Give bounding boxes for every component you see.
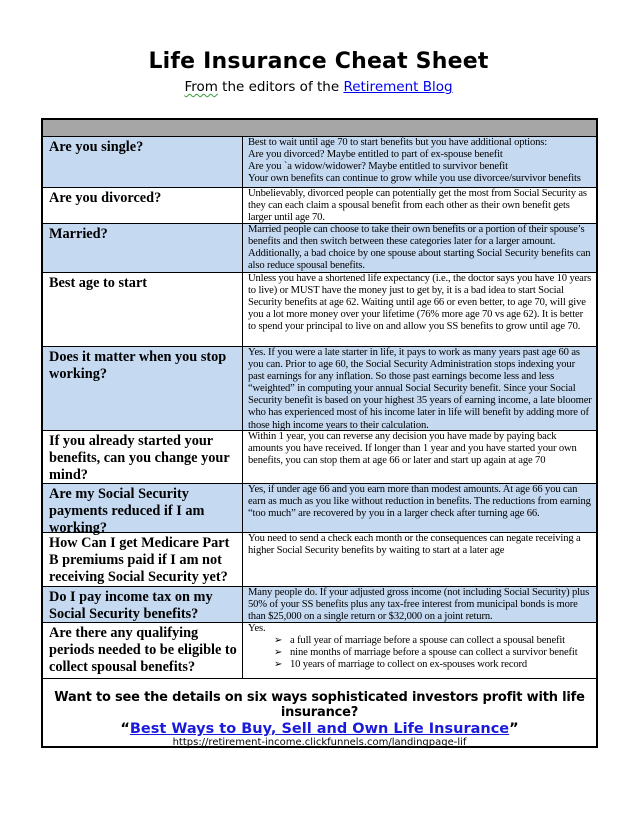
question-cell: Are you single? [43, 137, 243, 187]
answer-cell [243, 623, 596, 678]
table-header-band [43, 120, 596, 137]
answer-cell: You need to send a check each month or the consequences can negate receiving a higher Social Security benefits by waiting to start at a later age [248, 533, 581, 557]
promo-footer [43, 679, 596, 746]
promo-link-line [43, 721, 596, 737]
question-cell: Are you divorced? [43, 188, 243, 223]
table-row-single [43, 137, 596, 188]
qualifying-periods-list [248, 635, 593, 671]
close-quote: ” [509, 721, 519, 737]
retirement-blog-link[interactable]: Retirement Blog [343, 79, 453, 95]
answer-cell: Unbelievably, divorced people can potentially get the most from Social Security as they can each claim a spousal benefit from each other as their own benefit gets larger until age 70. [248, 188, 587, 224]
answer-cell: Within 1 year, you can reverse any decision you have made by paying back amounts you have received. If longer than 1 year and you have started your own benefits, you can stop them at age 66 or later and start up again at age 70 [248, 431, 577, 467]
arrow-bullet-icon: ➢ [274, 635, 283, 647]
table-row-payments-reduced [43, 484, 596, 536]
question-cell: If you already started your benefits, can you change your mind? [43, 431, 243, 483]
open-quote: “ [120, 721, 130, 737]
answer-line: Are you `a widow/widower? Maybe entitled to survivor benefit [248, 161, 508, 173]
promo-text: Want to see the details on six ways sophisticated investors profit with life insurance? [54, 690, 585, 720]
question-cell: Are there any qualifying periods needed to be eligible to collect spousal benefits? [43, 623, 243, 678]
answer-cell: Unless you have a shortened life expectancy (i.e., the doctor says you have 10 years to live) or MUST have the money just to get by, it is a bad idea to start Social Security benefits at age 62. Waiting until age 66 or even better, to age 70, will give you a lot more money over your lifetime (76% more age 70 vs age 62). It is better to spend your principal to live on and allow you SS benefits to grow until age 70. [248, 273, 592, 333]
answer-line: Best to wait until age 70 to start benefits but you have additional options: [248, 137, 548, 148]
question-cell: Does it matter when you stop working? [43, 347, 243, 430]
subtitle [0, 79, 637, 95]
answer-cell: Yes, if under age 66 and you earn more than modest amounts. At age 66 you can earn as much as you like without reduction in benefits. The reductions from earning “too much” are recovered by you in a larger check after turning age 66. [248, 484, 591, 520]
table-row-change-mind [43, 431, 596, 484]
list-item: ➢ a full year of marriage before a spouse can collect a spousal benefit [274, 635, 565, 647]
answer-cell: Yes. If you were a late starter in life, it pays to work as many years past age 60 as you can. Prior to age 60, the Social Security Administration stops indexing your past earnings for any inflation. So those past earnings become less and less “weighted” in computing your annual Social Security benefit. Since your Social Security benefit is based on your highest 35 years of earning income, a late bloomer who has experienced most of his income later in life will benefit by adding more of those high income years to their calculation. [248, 347, 592, 431]
arrow-bullet-icon: ➢ [274, 659, 283, 671]
best-ways-link[interactable]: Best Ways to Buy, Sell and Own Life Insurance [129, 721, 510, 737]
question-cell: Are my Social Security payments reduced if I am working? [43, 484, 243, 532]
cheat-sheet-table [41, 118, 598, 748]
answer-line: Your own benefits can continue to grow while you use divorcee/survivor benefits [248, 173, 581, 185]
question-cell: Do I pay income tax on my Social Security benefits? [43, 587, 243, 622]
subtitle-prefix: From [184, 79, 218, 95]
table-row-best-age [43, 273, 596, 347]
answer-cell: Married people can choose to take their own benefits or a portion of their spouse’s benefits and then switch between these categories later for a larger amount. Additionally, a bad choice by one spouse about starting Social Security benefits can also reduce spousal benefits. [248, 224, 591, 272]
table-row-medicare [43, 533, 596, 587]
list-item: ➢ 10 years of marriage to collect on ex-spouses work record [274, 659, 528, 671]
table-row-income-tax [43, 587, 596, 623]
answer-line: Are you divorced? Maybe entitled to part of ex-spouse benefit [248, 149, 503, 161]
question-cell: How Can I get Medicare Part B premiums paid if I am not receiving Social Security yet? [43, 533, 243, 586]
answer-cell [243, 137, 596, 187]
answer-intro: Yes. [248, 623, 266, 634]
arrow-bullet-icon: ➢ [274, 647, 283, 659]
table-row-qualifying-periods [43, 623, 596, 679]
answer-cell: Many people do. If your adjusted gross income (not including Social Security) plus 50% of your SS benefits plus any tax-free interest from municipal bonds is more than $25,000 on a single return or $32,000 on a joint return. [248, 587, 590, 623]
page-title: Life Insurance Cheat Sheet [148, 49, 489, 74]
promo-url: https://retirement-income.clickfunnels.com/landingpage-lif [172, 737, 467, 748]
question-cell: Best age to start [43, 273, 243, 346]
list-item: ➢ nine months of marriage before a spouse can collect a survivor benefit [274, 647, 578, 659]
table-row-married [43, 224, 596, 273]
subtitle-middle: the editors of the [217, 79, 344, 95]
table-row-stop-working [43, 347, 596, 431]
table-row-divorced [43, 188, 596, 224]
question-cell: Married? [43, 224, 243, 272]
